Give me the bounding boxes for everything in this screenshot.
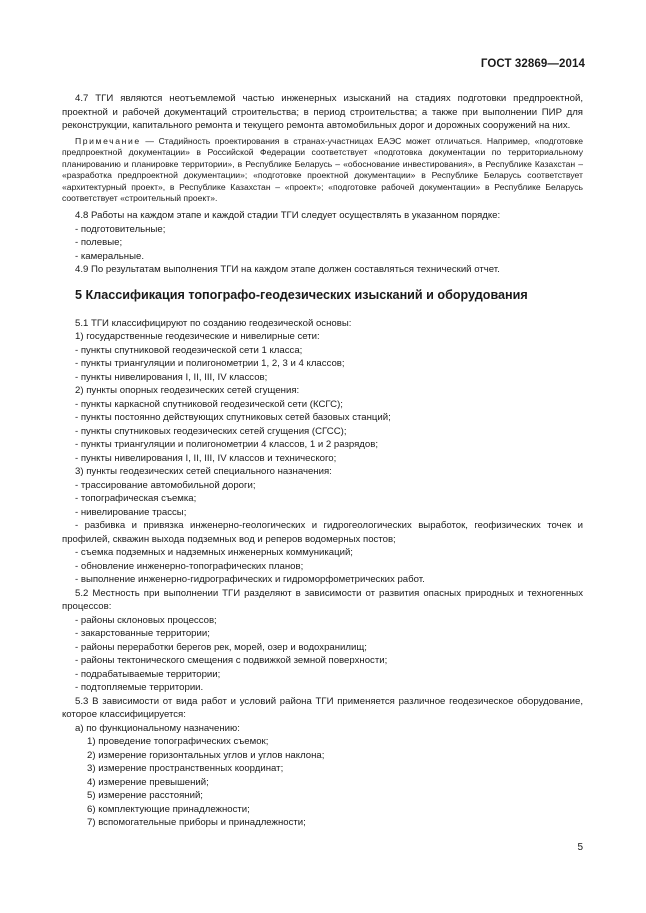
list-item: - пункты спутниковой геодезической сети 1 класса; [75,344,303,356]
note [62,136,583,206]
paragraph-4-8: 4.8 Работы на каждом этапе и каждой стадии ТГИ следует осуществлять в указанном порядке: [75,210,501,222]
list-item: - съемка подземных и надземных инженерных коммуникаций; [75,547,353,559]
paragraph-5-3: 5.3 В зависимости от вида работ и условий района ТГИ применяется различное геодезическое оборудование, которое классифицируется: [62,695,583,721]
document-body [62,92,583,830]
list-item: - пункты нивелирования I, II, III, IV классов; [75,371,268,383]
list-item: - обновление инженерно-топографических планов; [75,560,304,572]
paragraph-5-1: 5.1 ТГИ классифицируют по созданию геодезической основы: [75,317,352,329]
list-item: - выполнение инженерно-гидрографических и гидроморфометрических работ. [75,574,425,586]
paragraph-5-2: 5.2 Местность при выполнении ТГИ разделяют в зависимости от развития опасных природных и техногенных процессов: [62,587,583,613]
list-heading: а) по функциональному назначению: [75,722,240,734]
list-heading: 2) пункты опорных геодезических сетей сгущения: [75,385,300,397]
list-item: - пункты триангуляции и полигонометрии 4 классов, 1 и 2 разрядов; [75,439,378,451]
list-item: 2) измерение горизонтальных углов и углов наклона; [87,749,325,761]
list-item: - полевые; [75,237,123,249]
list-item: - подрабатываемые территории; [75,668,221,680]
paragraph-4-7: 4.7 ТГИ являются неотъемлемой частью инженерных изысканий на стадиях подготовки предпроектной, проектной и рабочей документаций строительства; в период строительства; а также при выполнении ПИР для реконструкции, капитального ремонта и текущего ремонта автомобильных дорог и дорожных сооружений на них. [62,93,583,131]
list-item: 1) проведение топографических съемок; [87,736,269,748]
list-item: 3) измерение пространственных координат; [87,763,284,775]
list-item: - районы переработки берегов рек, морей, озер и водохранилищ; [75,641,367,653]
list-item: - трассирование автомобильной дороги; [75,479,256,491]
note-label: Примечание [75,135,141,146]
list-item: 4) измерение превышений; [87,776,209,788]
list-heading: 3) пункты геодезических сетей специального назначения: [75,466,332,478]
list-heading: 1) государственные геодезические и нивелирные сети: [75,331,320,343]
list-item: - пункты триангуляции и полигонометрии 1, 2, 3 и 4 классов; [75,358,345,370]
paragraph-4-9: 4.9 По результатам выполнения ТГИ на каждом этапе должен составляться технический отчет. [75,264,500,276]
document-header: ГОСТ 32869—2014 [480,58,585,70]
list-item: - пункты каркасной спутниковой геодезической сети (КСГС); [75,398,343,410]
list-item: 7) вспомогательные приборы и принадлежности; [87,817,306,829]
list-item: 6) комплектующие принадлежности; [87,803,250,815]
section-heading-5: 5 Классификация топографо-геодезических изысканий и оборудования [75,287,528,302]
list-item: - подтопляемые территории. [75,682,204,694]
list-item: - нивелирование трассы; [75,506,187,518]
list-item: - районы тектонического смещения с подвижкой земной поверхности; [75,655,388,667]
list-item: - подготовительные; [75,223,166,235]
list-item: - пункты спутниковых геодезических сетей сгущения (СГСС); [75,425,347,437]
list-item: - пункты постоянно действующих спутниковых сетей базовых станций; [75,412,391,424]
note-text: — Стадийность проектирования в странах-участницах ЕАЭС может отличаться. Например, «подготовке предпроектной документации» в Российской Федерации соответствует «подготовка документации по территориальному планированию и планировке территории», в Республике Беларусь – «обоснование инвестирования», в Республике Казахстан – «разработка предпроектной документации»; «подготовке проектной документации» в Республике Беларусь соответствует «архитектурный проект», в Республике Казахстан – «проект»; «подготовке рабочей документации» в Республике Беларусь соответствует «строительный проект». [62,135,583,204]
list-item: - топографическая съемка; [75,493,197,505]
list-item: - камеральные. [75,250,144,262]
list-item: - районы склоновых процессов; [75,614,217,626]
list-item: 5) измерение расстояний; [87,790,203,802]
page-number: 5 [577,842,583,853]
list-item: - пункты нивелирования I, II, III, IV классов и технического; [75,452,337,464]
list-item-long: - разбивка и привязка инженерно-геологических и гидрогеологических выработок, геофизических точек и профилей, скважин выхода подземных вод и реперов водомерных постов; [62,520,583,545]
list-item: - закарстованные территории; [75,628,210,640]
